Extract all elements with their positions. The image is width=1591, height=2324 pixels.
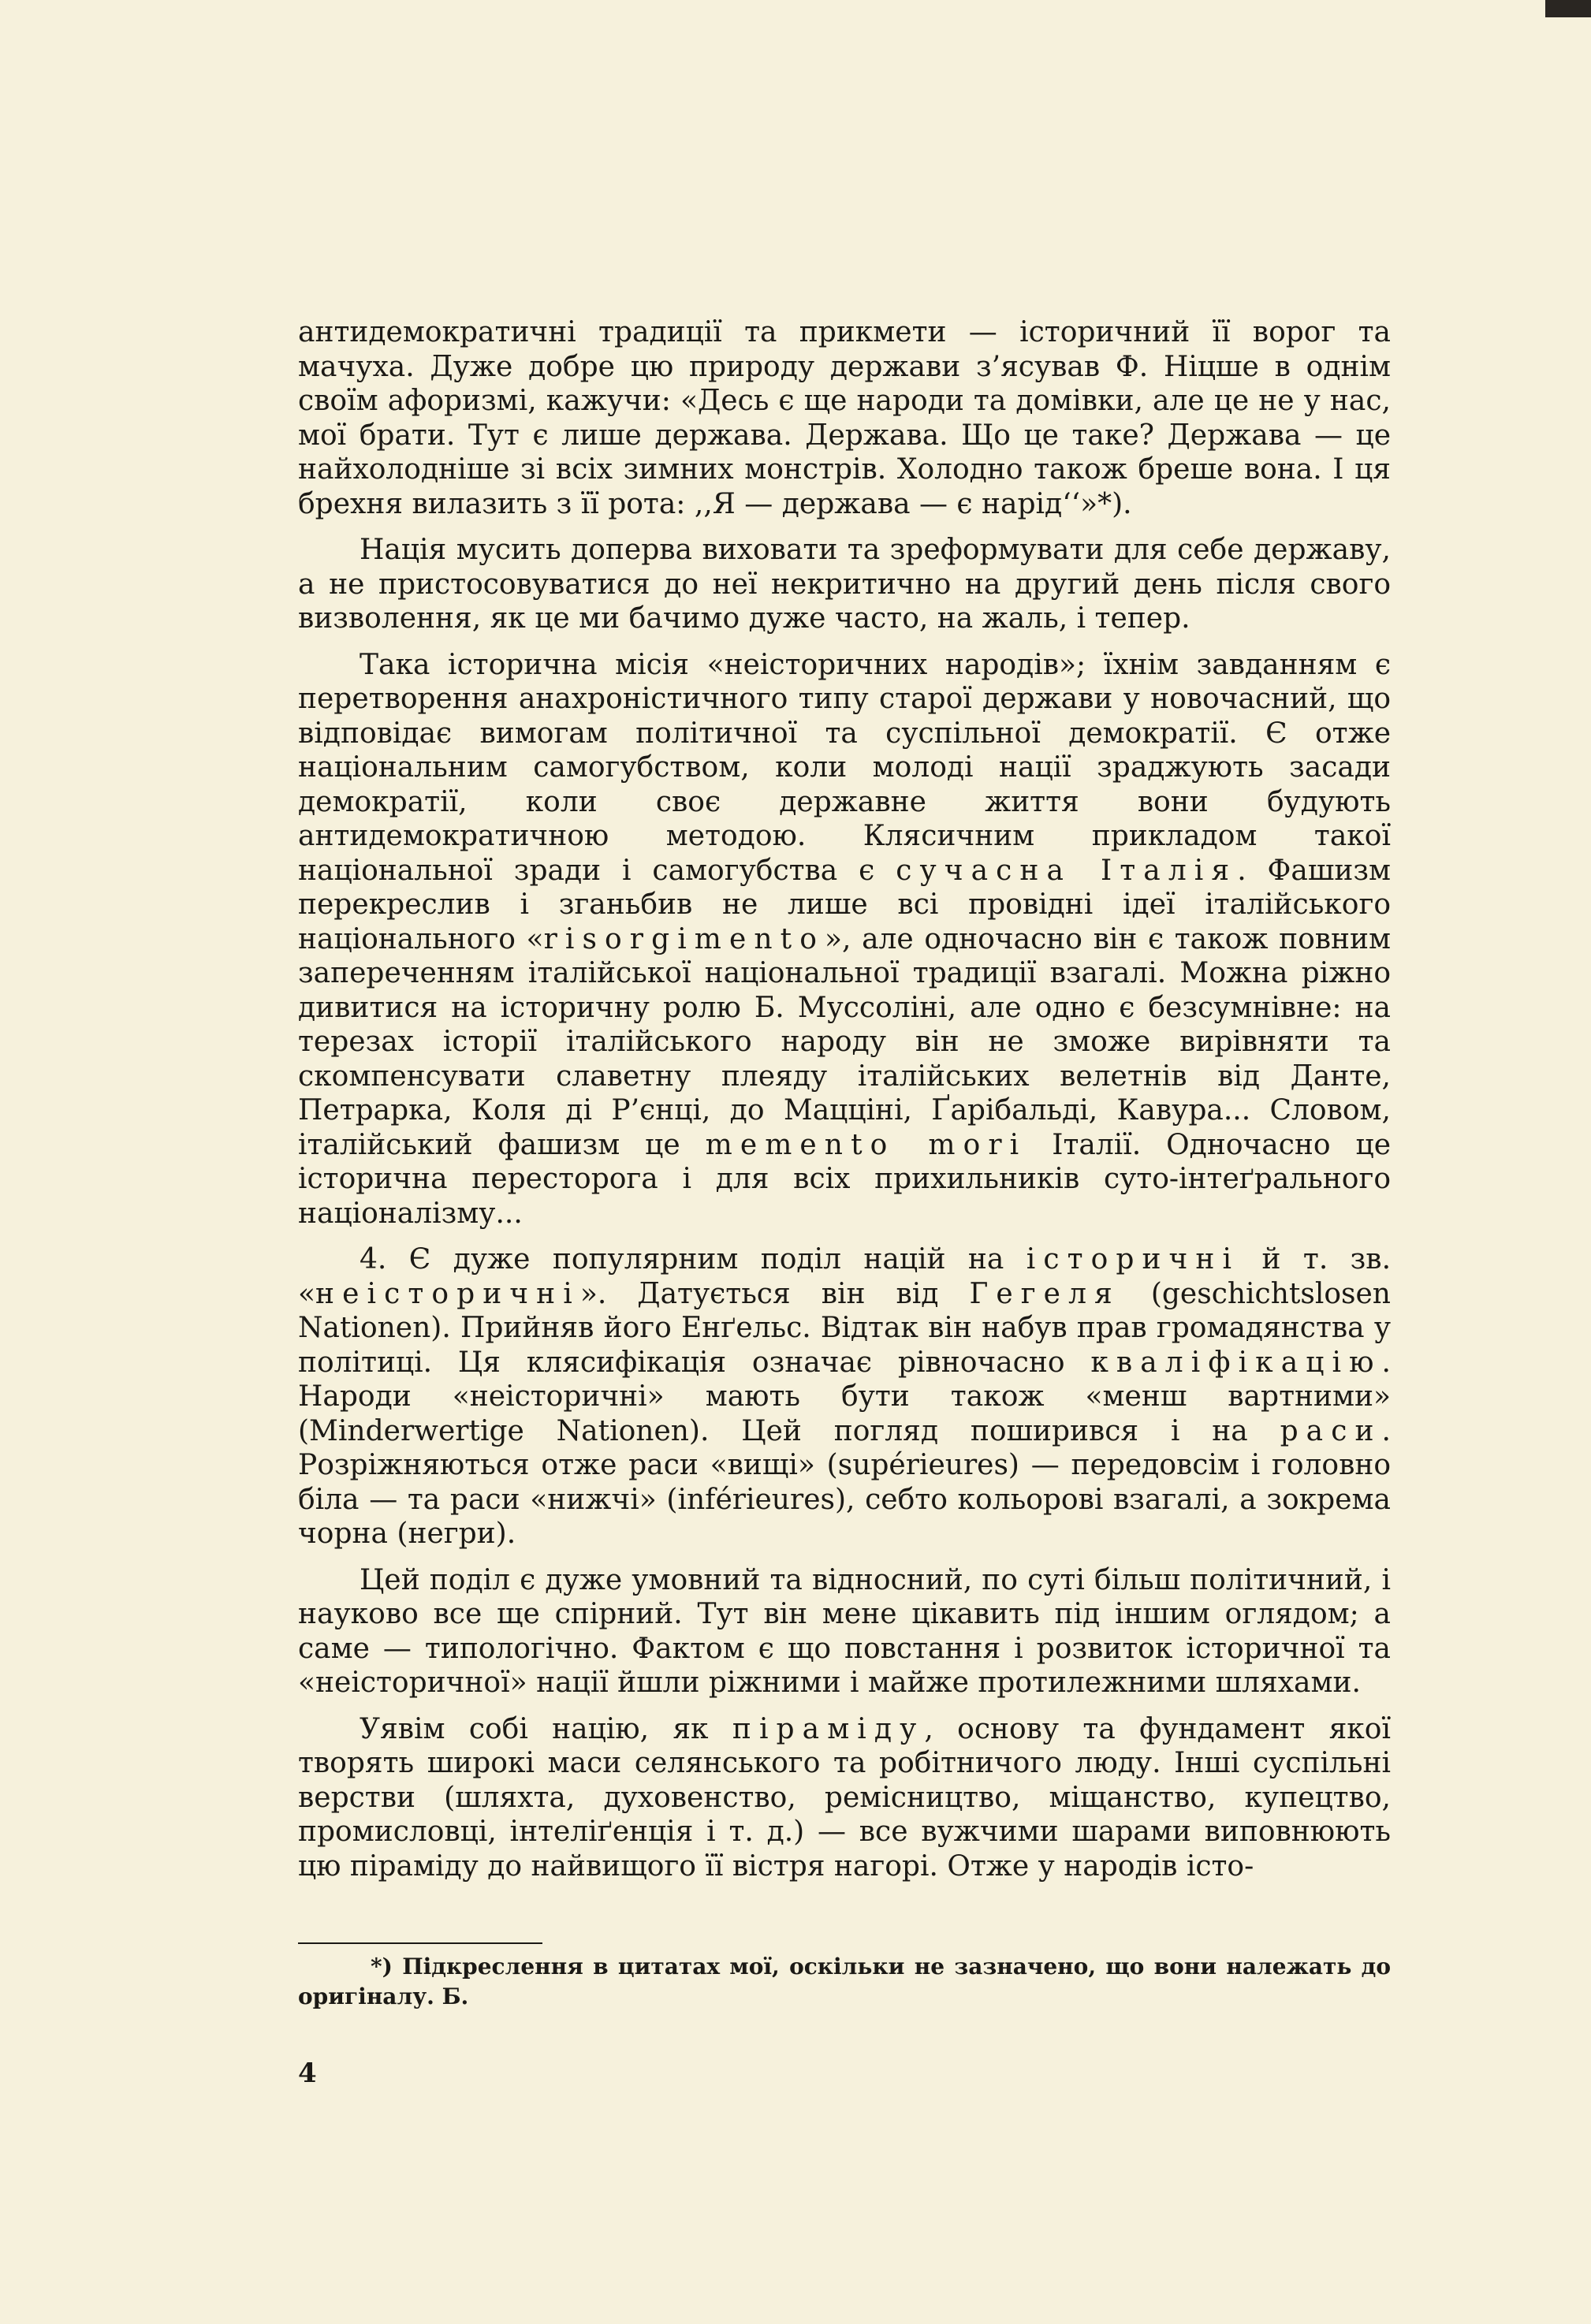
body-text [298, 315, 1391, 1895]
paragraph-3 [298, 648, 1391, 1231]
p3-spaced-risorgimento: risorgimento [543, 922, 825, 955]
page-number: 4 [298, 2058, 317, 2089]
p1-text-1: антидемократичні традиції та прикмети — історичний її ворог та мачуха. Дуже добре цю природу держави з’ясував Ф. Ніцше в однім своїм афоризмі, кажучи: «Десь є ще народи та домівки, але це не у нас, мої брати. Тут є лише держава. Держава. Що це таке? Держава — це найхолодніше зі всіх зимних монстрів. Холодно також бреше вона. І ця брехня вилазить з її рота: ,,Я — держава — є нарід‘‘»*). [298, 316, 1391, 520]
p3-text-1: Така історична місія «неісторичних народів»; їхнім завданням є перетворення анахроністичного типу старої держави у новочасний, що відповідає вимогам політичної та суспільної демократії. Є отже національним самогубством, коли молоді нації зраджують засади демократії, коли своє державне життя вони будують антидемократичною методою. Клясичним прикладом такої національної зради і самогубства є [298, 648, 1391, 887]
p3-text-3: », але одночасно він є також повним запереченням італійської національної традиції взагалі. Можна ріжно дивитися на історичну ролю Б. Муссоліні, але одно є безсумнівне: на терезах історії італійського народу він не зможе вирівняти та скомпенсувати славетну плеяду італійських велетнів від Данте, Петрарка, Коля ді Р’єнці, до Мацціні, Ґарібальді, Кавура... Словом, італійський фашизм це [298, 922, 1391, 1161]
p4-text-2: й т. зв. « [298, 1243, 1392, 1310]
p3-text-2: . Фашизм перекреслив і зганьбив не лише всі провідні ідеї італійського національного « [298, 854, 1391, 955]
p4-text-6: . Розріжняються отже раси «вищі» (supérieures) — передовсім і головно біла — та раси «нижчі» (inférieures), себто кольорові взагалі, а зокрема чорна (негри). [298, 1414, 1391, 1550]
footnote-divider [298, 1942, 542, 1944]
p6-text-1: Уявім собі націю, як [360, 1712, 732, 1745]
p3-spaced-italy: сучасна Італія [896, 854, 1238, 887]
paragraph-5 [298, 1563, 1391, 1700]
paragraph-4 [298, 1242, 1391, 1551]
paragraph-1 [298, 315, 1391, 521]
p4-spaced-hegel: Гегеля [969, 1277, 1120, 1310]
p6-text-2: , основу та фундамент якої творять широкі маси селянського та робітничого люду. Інші суспільні верстви (шляхта, духовенство, ремісництво, міщанство, купецтво, промисловці, інтеліґенція і т. д.) — все вужчими шарами виповнюють цю піраміду до найвищого її вістря нагорі. Отже у народів істо- [298, 1712, 1391, 1883]
p4-spaced-historical: історичні [1026, 1243, 1240, 1276]
p4-text-3: ». Датується він від [579, 1277, 970, 1310]
p5-text-1: Цей поділ є дуже умовний та відносний, по суті більш політичний, і науково все ще спірний. Тут він мене цікавить під іншим оглядом; а саме — типологічно. Фактом є що повстання і розвиток історичної та «неісторичної» нації йшли ріжними і майже протилежними шляхами. [298, 1563, 1391, 1699]
p4-text-1: 4. Є дуже популярним поділ націй на [360, 1243, 1027, 1276]
p3-spaced-memento-mori: memento mori [705, 1128, 1027, 1161]
p4-spaced-qualification: кваліфікацію [1090, 1346, 1382, 1379]
scan-edge-artifact [1545, 0, 1591, 17]
p4-text-5: . Народи «неісторичні» мають бути також «менш вартними» (Minderwertige Nationen). Цей погляд поширився і на [298, 1346, 1391, 1447]
footnote: *) Підкреслення в цитатах мої, оскільки не зазначено, що вони належать до оригіналу. Б. [298, 1953, 1391, 2009]
p4-text-4: (geschichtslosen Nationen). Прийняв його Енґельс. Відтак він набув прав громадянства у політиці. Ця клясифікація означає рівночасно [298, 1277, 1391, 1379]
p4-spaced-non-historical: неісторичні [315, 1277, 580, 1310]
p6-spaced-pyramid: піраміду [732, 1712, 925, 1745]
paragraph-6 [298, 1712, 1391, 1884]
paragraph-2 [298, 533, 1391, 636]
p2-text-1: Нація мусить доперва виховати та зреформувати для себе державу, а не пристосовуватися до неї некритично на другий день після свого визволення, як це ми бачимо дуже часто, на жаль, і тепер. [298, 534, 1391, 635]
p3-text-4: Італії. Одночасно це історична пересторога і для всіх прихильників суто-інтеґрального націоналізму... [298, 1128, 1392, 1230]
p4-spaced-races: раси [1280, 1414, 1382, 1447]
